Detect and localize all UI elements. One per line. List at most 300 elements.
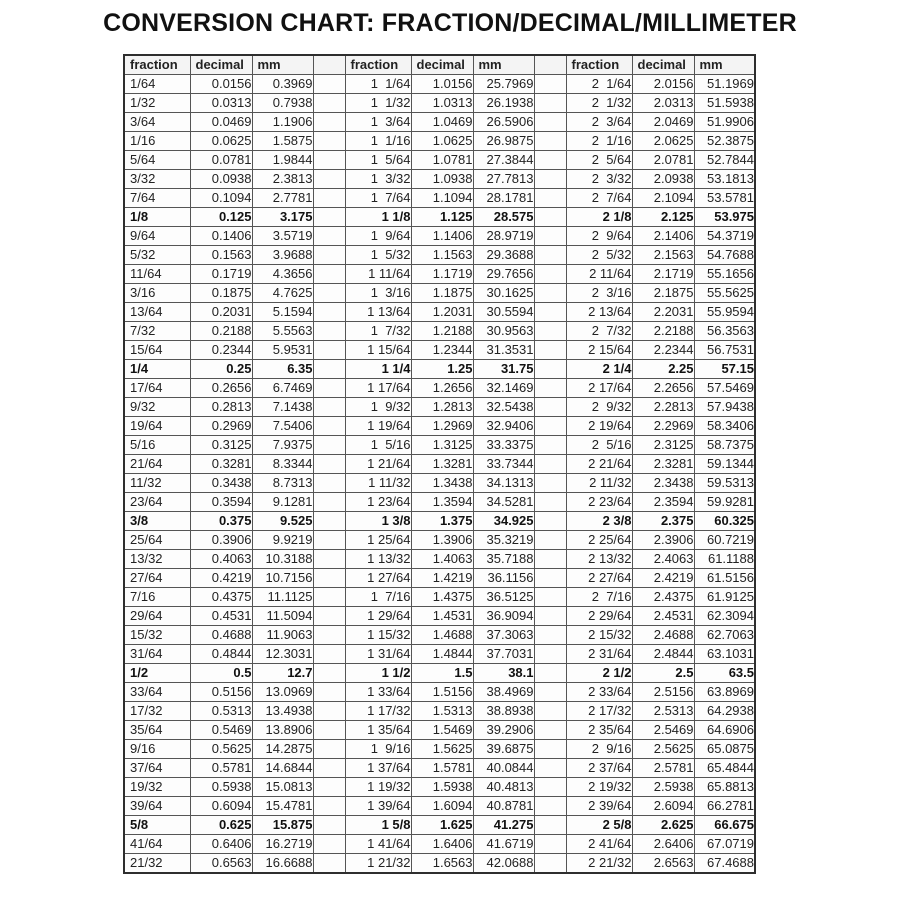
fraction-cell: 3/16 (124, 284, 190, 303)
mm-cell: 34.1313 (473, 474, 534, 493)
mm-cell: 27.3844 (473, 151, 534, 170)
header-fraction-3: fraction (566, 55, 632, 75)
decimal-cell: 0.4688 (190, 626, 252, 645)
fraction-cell: 1 17/64 (345, 379, 411, 398)
decimal-cell: 0.1406 (190, 227, 252, 246)
fraction-cell: 1 15/32 (345, 626, 411, 645)
mm-cell: 62.7063 (694, 626, 755, 645)
decimal-cell: 1.2344 (411, 341, 473, 360)
spacer-cell (313, 588, 345, 607)
fraction-cell: 11/32 (124, 474, 190, 493)
decimal-cell: 2.2344 (632, 341, 694, 360)
spacer-cell (313, 170, 345, 189)
spacer-cell (313, 607, 345, 626)
decimal-cell: 2.2188 (632, 322, 694, 341)
decimal-cell: 2.2656 (632, 379, 694, 398)
fraction-cell: 25/64 (124, 531, 190, 550)
mm-cell: 52.3875 (694, 132, 755, 151)
mm-cell: 54.3719 (694, 227, 755, 246)
mm-cell: 26.1938 (473, 94, 534, 113)
table-row (124, 664, 755, 683)
fraction-cell: 5/8 (124, 816, 190, 835)
spacer-cell (534, 835, 566, 854)
fraction-cell: 2 9/32 (566, 398, 632, 417)
table-row (124, 455, 755, 474)
mm-cell: 33.7344 (473, 455, 534, 474)
table-row (124, 778, 755, 797)
decimal-cell: 0.625 (190, 816, 252, 835)
fraction-cell: 1 7/32 (345, 322, 411, 341)
decimal-cell: 1.1406 (411, 227, 473, 246)
mm-cell: 64.2938 (694, 702, 755, 721)
table-row (124, 474, 755, 493)
spacer-cell (534, 189, 566, 208)
decimal-cell: 1.5469 (411, 721, 473, 740)
spacer-cell (534, 284, 566, 303)
mm-cell: 59.9281 (694, 493, 755, 512)
mm-cell: 28.9719 (473, 227, 534, 246)
spacer-cell (534, 341, 566, 360)
mm-cell: 41.6719 (473, 835, 534, 854)
spacer-cell (313, 569, 345, 588)
fraction-cell: 13/32 (124, 550, 190, 569)
fraction-cell: 2 15/64 (566, 341, 632, 360)
fraction-cell: 2 21/32 (566, 854, 632, 874)
fraction-cell: 5/32 (124, 246, 190, 265)
fraction-cell: 1 3/16 (345, 284, 411, 303)
decimal-cell: 1.1094 (411, 189, 473, 208)
decimal-cell: 1.6563 (411, 854, 473, 874)
spacer-cell (534, 797, 566, 816)
mm-cell: 38.8938 (473, 702, 534, 721)
decimal-cell: 0.1875 (190, 284, 252, 303)
mm-cell: 56.7531 (694, 341, 755, 360)
decimal-cell: 2.2813 (632, 398, 694, 417)
table-row (124, 702, 755, 721)
header-mm-3: mm (694, 55, 755, 75)
mm-cell: 58.3406 (694, 417, 755, 436)
mm-cell: 36.9094 (473, 607, 534, 626)
decimal-cell: 1.2813 (411, 398, 473, 417)
table-row (124, 835, 755, 854)
fraction-cell: 1 5/64 (345, 151, 411, 170)
fraction-cell: 1 29/64 (345, 607, 411, 626)
decimal-cell: 2.0625 (632, 132, 694, 151)
fraction-cell: 17/32 (124, 702, 190, 721)
spacer-cell (313, 550, 345, 569)
mm-cell: 8.3344 (252, 455, 313, 474)
fraction-cell: 5/64 (124, 151, 190, 170)
fraction-cell: 1/4 (124, 360, 190, 379)
spacer-cell (534, 208, 566, 227)
fraction-cell: 2 25/64 (566, 531, 632, 550)
spacer-cell (313, 759, 345, 778)
decimal-cell: 0.0156 (190, 75, 252, 94)
mm-cell: 7.1438 (252, 398, 313, 417)
decimal-cell: 0.1094 (190, 189, 252, 208)
header-decimal-3: decimal (632, 55, 694, 75)
fraction-cell: 2 7/64 (566, 189, 632, 208)
spacer-cell (534, 436, 566, 455)
decimal-cell: 2.6406 (632, 835, 694, 854)
table-row (124, 645, 755, 664)
fraction-cell: 2 5/32 (566, 246, 632, 265)
decimal-cell: 2.1875 (632, 284, 694, 303)
spacer-cell (534, 303, 566, 322)
fraction-cell: 31/64 (124, 645, 190, 664)
spacer-cell (534, 740, 566, 759)
table-row (124, 132, 755, 151)
decimal-cell: 2.1563 (632, 246, 694, 265)
fraction-cell: 2 33/64 (566, 683, 632, 702)
spacer-cell (313, 284, 345, 303)
decimal-cell: 0.1719 (190, 265, 252, 284)
spacer-cell (313, 113, 345, 132)
mm-cell: 29.3688 (473, 246, 534, 265)
header-decimal-2: decimal (411, 55, 473, 75)
decimal-cell: 2.25 (632, 360, 694, 379)
header-fraction-2: fraction (345, 55, 411, 75)
spacer-cell (534, 360, 566, 379)
mm-cell: 29.7656 (473, 265, 534, 284)
table-row (124, 208, 755, 227)
header-row (124, 55, 755, 75)
mm-cell: 14.2875 (252, 740, 313, 759)
mm-cell: 38.4969 (473, 683, 534, 702)
mm-cell: 41.275 (473, 816, 534, 835)
mm-cell: 52.7844 (694, 151, 755, 170)
decimal-cell: 1.5625 (411, 740, 473, 759)
spacer-cell (313, 208, 345, 227)
fraction-cell: 1 3/8 (345, 512, 411, 531)
decimal-cell: 1.4375 (411, 588, 473, 607)
fraction-cell: 2 3/16 (566, 284, 632, 303)
mm-cell: 4.7625 (252, 284, 313, 303)
decimal-cell: 1.5156 (411, 683, 473, 702)
fraction-cell: 2 27/64 (566, 569, 632, 588)
decimal-cell: 2.3594 (632, 493, 694, 512)
fraction-cell: 2 9/64 (566, 227, 632, 246)
fraction-cell: 1 17/32 (345, 702, 411, 721)
header-spacer (313, 55, 345, 75)
spacer-cell (534, 816, 566, 835)
decimal-cell: 0.2344 (190, 341, 252, 360)
spacer-cell (534, 398, 566, 417)
fraction-cell: 2 39/64 (566, 797, 632, 816)
decimal-cell: 2.5625 (632, 740, 694, 759)
spacer-cell (313, 512, 345, 531)
fraction-cell: 1/2 (124, 664, 190, 683)
mm-cell: 26.9875 (473, 132, 534, 151)
decimal-cell: 1.125 (411, 208, 473, 227)
fraction-cell: 1 27/64 (345, 569, 411, 588)
mm-cell: 56.3563 (694, 322, 755, 341)
decimal-cell: 0.0938 (190, 170, 252, 189)
decimal-cell: 0.3281 (190, 455, 252, 474)
spacer-cell (534, 246, 566, 265)
mm-cell: 16.2719 (252, 835, 313, 854)
fraction-cell: 2 29/64 (566, 607, 632, 626)
mm-cell: 66.675 (694, 816, 755, 835)
decimal-cell: 1.375 (411, 512, 473, 531)
decimal-cell: 0.2813 (190, 398, 252, 417)
decimal-cell: 0.0469 (190, 113, 252, 132)
decimal-cell: 1.0625 (411, 132, 473, 151)
mm-cell: 36.5125 (473, 588, 534, 607)
table-row (124, 379, 755, 398)
mm-cell: 11.9063 (252, 626, 313, 645)
decimal-cell: 2.4688 (632, 626, 694, 645)
fraction-cell: 29/64 (124, 607, 190, 626)
mm-cell: 2.7781 (252, 189, 313, 208)
fraction-cell: 1 31/64 (345, 645, 411, 664)
decimal-cell: 0.2031 (190, 303, 252, 322)
fraction-cell: 5/16 (124, 436, 190, 455)
spacer-cell (534, 778, 566, 797)
fraction-cell: 1 41/64 (345, 835, 411, 854)
spacer-cell (313, 94, 345, 113)
fraction-cell: 27/64 (124, 569, 190, 588)
spacer-cell (313, 835, 345, 854)
mm-cell: 40.4813 (473, 778, 534, 797)
decimal-cell: 0.0313 (190, 94, 252, 113)
decimal-cell: 1.5313 (411, 702, 473, 721)
mm-cell: 1.9844 (252, 151, 313, 170)
spacer-cell (313, 322, 345, 341)
spacer-cell (534, 683, 566, 702)
fraction-cell: 2 3/8 (566, 512, 632, 531)
mm-cell: 6.7469 (252, 379, 313, 398)
decimal-cell: 2.4219 (632, 569, 694, 588)
fraction-cell: 1 1/16 (345, 132, 411, 151)
fraction-cell: 2 19/64 (566, 417, 632, 436)
decimal-cell: 1.2969 (411, 417, 473, 436)
fraction-cell: 2 5/8 (566, 816, 632, 835)
spacer-cell (313, 664, 345, 683)
decimal-cell: 0.3438 (190, 474, 252, 493)
decimal-cell: 0.2969 (190, 417, 252, 436)
fraction-cell: 1/8 (124, 208, 190, 227)
decimal-cell: 0.1563 (190, 246, 252, 265)
decimal-cell: 2.4063 (632, 550, 694, 569)
table-row (124, 493, 755, 512)
mm-cell: 55.5625 (694, 284, 755, 303)
spacer-cell (534, 854, 566, 874)
mm-cell: 61.9125 (694, 588, 755, 607)
spacer-cell (534, 151, 566, 170)
spacer-cell (534, 607, 566, 626)
decimal-cell: 0.3906 (190, 531, 252, 550)
spacer-cell (534, 265, 566, 284)
mm-cell: 53.1813 (694, 170, 755, 189)
mm-cell: 65.0875 (694, 740, 755, 759)
decimal-cell: 2.1719 (632, 265, 694, 284)
fraction-cell: 7/32 (124, 322, 190, 341)
fraction-cell: 1 19/32 (345, 778, 411, 797)
fraction-cell: 2 3/64 (566, 113, 632, 132)
fraction-cell: 9/16 (124, 740, 190, 759)
mm-cell: 53.975 (694, 208, 755, 227)
mm-cell: 37.7031 (473, 645, 534, 664)
mm-cell: 53.5781 (694, 189, 755, 208)
fraction-cell: 1 1/4 (345, 360, 411, 379)
fraction-cell: 1 25/64 (345, 531, 411, 550)
fraction-cell: 1 5/32 (345, 246, 411, 265)
fraction-cell: 1 5/16 (345, 436, 411, 455)
fraction-cell: 2 5/16 (566, 436, 632, 455)
decimal-cell: 1.1875 (411, 284, 473, 303)
table-row (124, 588, 755, 607)
fraction-cell: 2 3/32 (566, 170, 632, 189)
decimal-cell: 1.0938 (411, 170, 473, 189)
mm-cell: 26.5906 (473, 113, 534, 132)
fraction-cell: 1 19/64 (345, 417, 411, 436)
fraction-cell: 1 9/16 (345, 740, 411, 759)
mm-cell: 67.0719 (694, 835, 755, 854)
spacer-cell (313, 227, 345, 246)
decimal-cell: 0.25 (190, 360, 252, 379)
table-row (124, 417, 755, 436)
decimal-cell: 1.5 (411, 664, 473, 683)
spacer-cell (313, 474, 345, 493)
decimal-cell: 0.5938 (190, 778, 252, 797)
fraction-cell: 9/32 (124, 398, 190, 417)
fraction-cell: 1 21/64 (345, 455, 411, 474)
mm-cell: 13.8906 (252, 721, 313, 740)
decimal-cell: 1.0781 (411, 151, 473, 170)
fraction-cell: 3/32 (124, 170, 190, 189)
mm-cell: 54.7688 (694, 246, 755, 265)
spacer-cell (534, 702, 566, 721)
decimal-cell: 1.625 (411, 816, 473, 835)
mm-cell: 28.1781 (473, 189, 534, 208)
spacer-cell (534, 455, 566, 474)
fraction-cell: 21/64 (124, 455, 190, 474)
header-fraction-1: fraction (124, 55, 190, 75)
spacer-cell (313, 75, 345, 94)
decimal-cell: 0.5 (190, 664, 252, 683)
fraction-cell: 1 9/32 (345, 398, 411, 417)
mm-cell: 55.1656 (694, 265, 755, 284)
decimal-cell: 0.4219 (190, 569, 252, 588)
mm-cell: 13.4938 (252, 702, 313, 721)
spacer-cell (313, 436, 345, 455)
mm-cell: 51.5938 (694, 94, 755, 113)
mm-cell: 55.9594 (694, 303, 755, 322)
spacer-cell (313, 797, 345, 816)
decimal-cell: 0.5156 (190, 683, 252, 702)
mm-cell: 8.7313 (252, 474, 313, 493)
decimal-cell: 2.6563 (632, 854, 694, 874)
decimal-cell: 2.5781 (632, 759, 694, 778)
fraction-cell: 1 7/64 (345, 189, 411, 208)
fraction-cell: 21/32 (124, 854, 190, 874)
mm-cell: 59.5313 (694, 474, 755, 493)
table-row (124, 189, 755, 208)
mm-cell: 39.2906 (473, 721, 534, 740)
decimal-cell: 2.0938 (632, 170, 694, 189)
mm-cell: 7.9375 (252, 436, 313, 455)
decimal-cell: 1.0156 (411, 75, 473, 94)
mm-cell: 10.7156 (252, 569, 313, 588)
fraction-cell: 2 13/64 (566, 303, 632, 322)
mm-cell: 15.0813 (252, 778, 313, 797)
mm-cell: 61.5156 (694, 569, 755, 588)
mm-cell: 39.6875 (473, 740, 534, 759)
decimal-cell: 0.2188 (190, 322, 252, 341)
fraction-cell: 2 9/16 (566, 740, 632, 759)
table-row (124, 170, 755, 189)
decimal-cell: 1.2031 (411, 303, 473, 322)
fraction-cell: 2 11/64 (566, 265, 632, 284)
mm-cell: 4.3656 (252, 265, 313, 284)
table-row (124, 284, 755, 303)
mm-cell: 5.9531 (252, 341, 313, 360)
spacer-cell (313, 626, 345, 645)
mm-cell: 63.5 (694, 664, 755, 683)
mm-cell: 67.4688 (694, 854, 755, 874)
decimal-cell: 0.5625 (190, 740, 252, 759)
mm-cell: 10.3188 (252, 550, 313, 569)
mm-cell: 30.1625 (473, 284, 534, 303)
mm-cell: 5.1594 (252, 303, 313, 322)
spacer-cell (534, 759, 566, 778)
spacer-cell (313, 379, 345, 398)
decimal-cell: 2.3281 (632, 455, 694, 474)
fraction-cell: 23/64 (124, 493, 190, 512)
fraction-cell: 13/64 (124, 303, 190, 322)
mm-cell: 9.525 (252, 512, 313, 531)
spacer-cell (534, 379, 566, 398)
mm-cell: 11.1125 (252, 588, 313, 607)
mm-cell: 13.0969 (252, 683, 313, 702)
decimal-cell: 2.5938 (632, 778, 694, 797)
decimal-cell: 2.4531 (632, 607, 694, 626)
fraction-cell: 2 31/64 (566, 645, 632, 664)
mm-cell: 9.1281 (252, 493, 313, 512)
decimal-cell: 2.1406 (632, 227, 694, 246)
table-row (124, 550, 755, 569)
mm-cell: 0.7938 (252, 94, 313, 113)
mm-cell: 40.8781 (473, 797, 534, 816)
spacer-cell (313, 151, 345, 170)
fraction-cell: 1 37/64 (345, 759, 411, 778)
decimal-cell: 2.1094 (632, 189, 694, 208)
mm-cell: 25.7969 (473, 75, 534, 94)
mm-cell: 60.325 (694, 512, 755, 531)
fraction-cell: 17/64 (124, 379, 190, 398)
spacer-cell (534, 227, 566, 246)
fraction-cell: 1/64 (124, 75, 190, 94)
mm-cell: 32.9406 (473, 417, 534, 436)
fraction-cell: 1 11/32 (345, 474, 411, 493)
mm-cell: 34.5281 (473, 493, 534, 512)
decimal-cell: 2.125 (632, 208, 694, 227)
spacer-cell (534, 645, 566, 664)
table-row (124, 759, 755, 778)
decimal-cell: 2.2969 (632, 417, 694, 436)
fraction-cell: 41/64 (124, 835, 190, 854)
header-mm-1: mm (252, 55, 313, 75)
spacer-cell (313, 816, 345, 835)
spacer-cell (313, 531, 345, 550)
mm-cell: 31.3531 (473, 341, 534, 360)
mm-cell: 65.8813 (694, 778, 755, 797)
fraction-cell: 2 1/8 (566, 208, 632, 227)
mm-cell: 58.7375 (694, 436, 755, 455)
table-row (124, 113, 755, 132)
mm-cell: 63.1031 (694, 645, 755, 664)
